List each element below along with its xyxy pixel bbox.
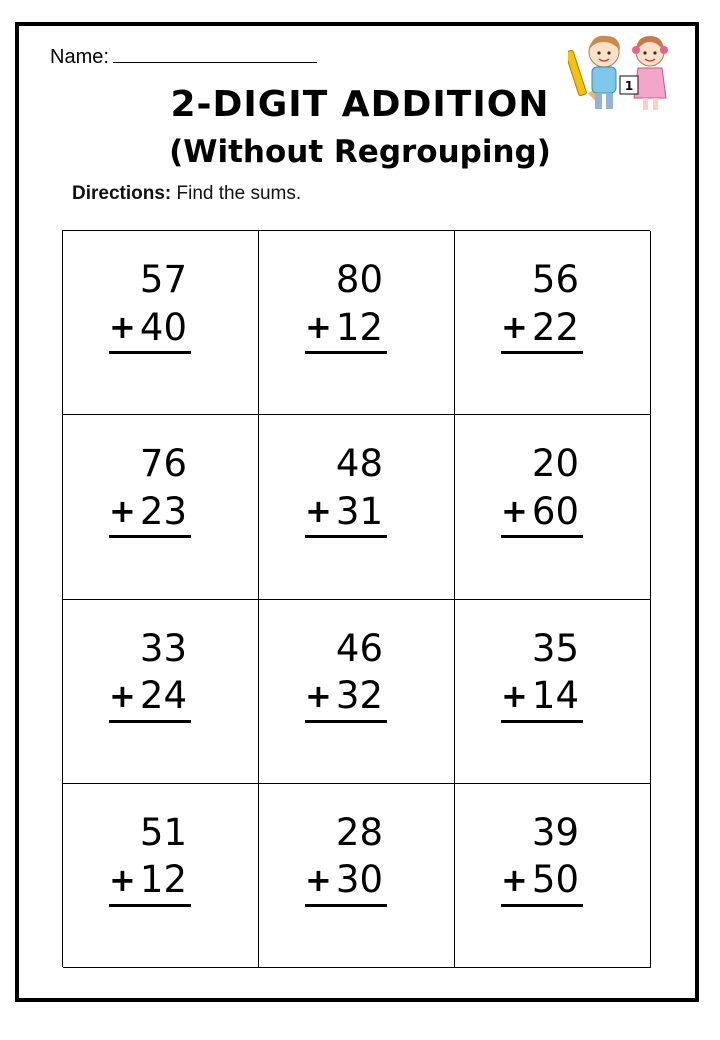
plus-sign: + — [501, 676, 528, 715]
addend-top: 56 — [531, 258, 579, 301]
addend-bottom: 22 — [531, 305, 579, 349]
problem-cell[interactable] — [455, 600, 651, 784]
answer-line — [501, 720, 583, 723]
addend-bottom: 30 — [335, 858, 383, 902]
problem-cell[interactable] — [259, 784, 455, 968]
plus-sign: + — [109, 308, 136, 346]
answer-line — [109, 351, 191, 354]
addend-top: 28 — [335, 810, 383, 854]
answer-line — [501, 351, 583, 354]
addend-bottom: 24 — [139, 674, 187, 717]
name-blank-line[interactable] — [113, 44, 317, 63]
addend-top: 80 — [335, 258, 383, 301]
addend-top: 39 — [531, 810, 579, 854]
answer-line — [305, 351, 387, 354]
addend-bottom: 32 — [335, 674, 383, 717]
directions-label: Directions: — [72, 183, 172, 204]
plus-sign: + — [305, 860, 332, 899]
answer-line — [109, 535, 191, 538]
answer-line — [305, 904, 387, 907]
answer-line — [109, 720, 191, 723]
problem-cell[interactable] — [455, 415, 651, 599]
problem-grid — [62, 230, 650, 967]
plus-sign: + — [305, 308, 332, 346]
plus-sign: + — [305, 676, 332, 715]
problem-cell[interactable] — [259, 600, 455, 784]
plus-sign: + — [501, 308, 528, 346]
addend-bottom: 23 — [139, 489, 187, 533]
plus-sign: + — [109, 860, 136, 899]
addend-bottom: 12 — [335, 305, 383, 349]
addend-bottom: 40 — [139, 305, 187, 349]
addend-bottom: 31 — [335, 489, 383, 533]
problem-cell[interactable] — [455, 231, 651, 415]
problem-cell[interactable] — [63, 231, 259, 415]
problem-cell[interactable] — [455, 784, 651, 968]
name-field — [50, 44, 317, 69]
plus-sign: + — [501, 492, 528, 531]
answer-line — [501, 535, 583, 538]
plus-sign: + — [109, 492, 136, 531]
directions-text: Find the sums. — [171, 183, 302, 204]
addend-top: 20 — [531, 442, 579, 486]
page-title: 2-DIGIT ADDITION — [170, 84, 550, 125]
addend-top: 33 — [139, 626, 187, 670]
directions — [72, 183, 301, 205]
answer-line — [305, 720, 387, 723]
plus-sign: + — [109, 676, 136, 715]
problem-cell[interactable] — [63, 600, 259, 784]
problem-cell[interactable] — [259, 231, 455, 415]
addend-bottom: 14 — [531, 674, 579, 717]
addend-top: 51 — [139, 810, 187, 854]
addend-top: 35 — [531, 626, 579, 670]
addend-top: 46 — [335, 626, 383, 670]
page-subtitle: (Without Regrouping) — [169, 134, 551, 170]
answer-line — [109, 904, 191, 907]
addend-bottom: 60 — [531, 489, 579, 533]
addend-top: 76 — [139, 442, 187, 486]
addend-bottom: 12 — [139, 858, 187, 902]
addend-bottom: 50 — [531, 858, 579, 902]
plus-sign: + — [305, 492, 332, 531]
answer-line — [305, 535, 387, 538]
addend-top: 57 — [139, 258, 187, 301]
sign-number: 1 — [624, 79, 634, 93]
answer-line — [501, 904, 583, 907]
problem-cell[interactable] — [259, 415, 455, 599]
plus-sign: + — [501, 860, 528, 899]
name-label: Name: — [50, 46, 109, 68]
addend-top: 48 — [335, 442, 383, 486]
problem-cell[interactable] — [63, 415, 259, 599]
problem-cell[interactable] — [63, 784, 259, 968]
